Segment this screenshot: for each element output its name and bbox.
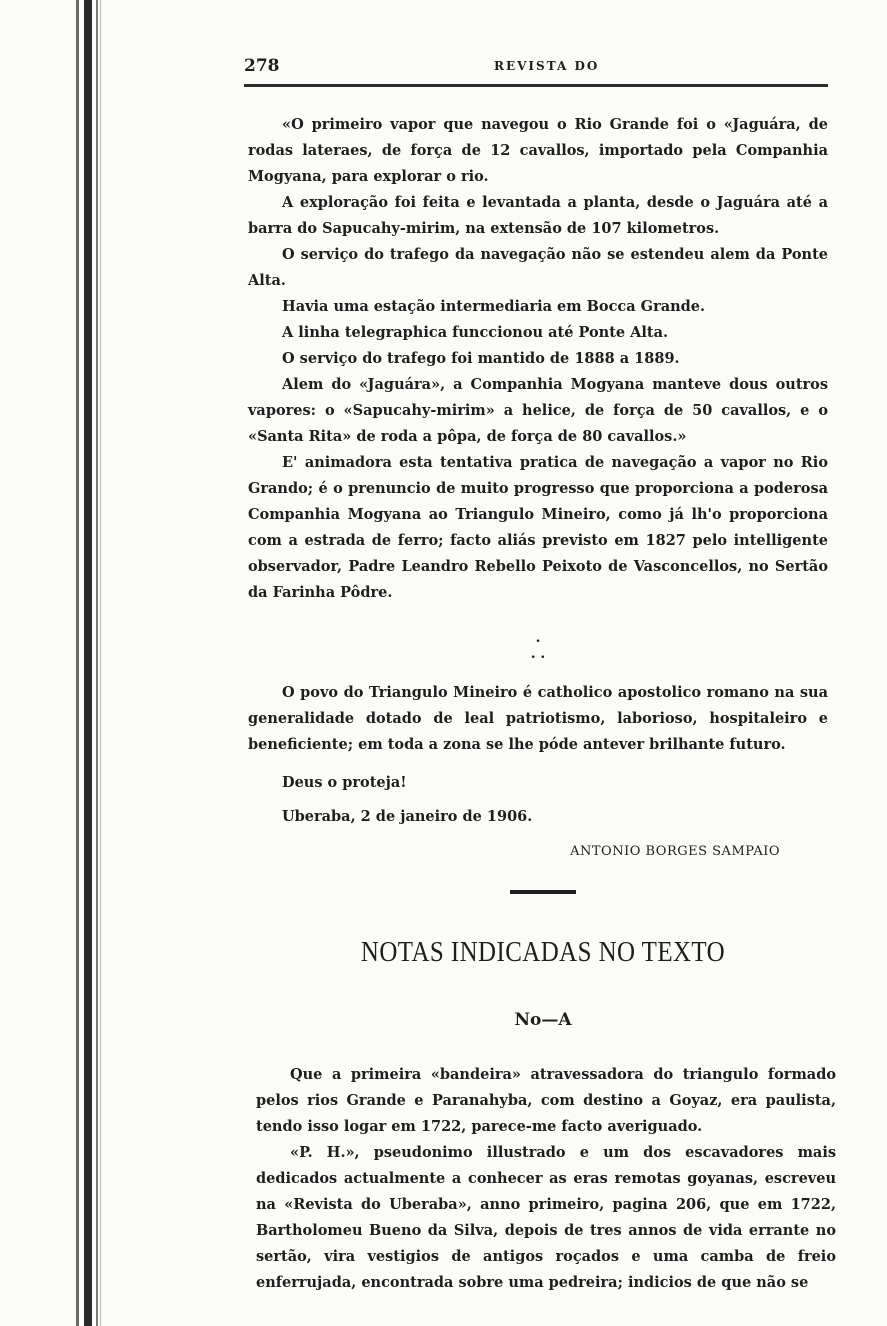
body-paragraph: E' animadora esta tentativa pratica de navegação a vapor no Rio Grando; é o prenuncio de muito progresso que proporciona a poderosa Companhia Mogyana ao Triangulo Mineiro, como já lh'o proporciona com a estrada de ferro; facto aliás previsto em 1827 pelo intelligente observador, Padre Leandro Rebello Peixoto de Vasconcellos, no Sertão da Farinha Pôdre. [248, 454, 828, 601]
closing-paragraph: O povo do Triangulo Mineiro é catholico apostolico romano na sua generalidade dotado de leal patriotismo, laborioso, hospitaleiro e beneficiente; em toda a zona se lhe póde antever brilhante futuro. [248, 684, 828, 753]
body-paragraph: A linha telegraphica funccionou até Ponte Alta. [282, 324, 669, 341]
body-paragraph: «O primeiro vapor que navegou o Rio Grande foi o «Jaguára, de rodas lateraes, de força de 12 cavallos, importado pela Companhia Mogyana, para explorar o rio. [248, 116, 828, 185]
notes-paragraph: «P. H.», pseudonimo illustrado e um dos escavadores mais dedicados actualmente a conhecer as eras remotas goyanas, escreveu na «Revista do Uberaba», anno primeiro, pagina 206, que em 1722, Bartholomeu Bueno da Silva, depois de tres annos de vida errante no sertão, vira vestigios de antigos roçados e uma camba de freio enferrujada, encontrada sobre uma pedreira; indicios de que não se [256, 1144, 836, 1291]
section-title: NOTAS INDICADAS NO TEXTO [360, 936, 726, 968]
date-line: Uberaba, 2 de janeiro de 1906. [282, 808, 533, 825]
book-binding-edge [0, 0, 110, 1326]
body-paragraph: A exploração foi feita e levantada a planta, desde o Jaguára até a barra do Sapucahy-mirim, na extensão de 107 kilometros. [248, 194, 828, 237]
section-separator [510, 890, 576, 894]
header-rule [244, 84, 828, 87]
section-ornament: . . . [530, 630, 546, 662]
article-body [248, 112, 828, 864]
notes-body [256, 1062, 836, 1296]
running-title: REVISTA DO [494, 59, 600, 73]
closing-paragraph: Deus o proteja! [282, 774, 407, 791]
body-paragraph: O serviço do trafego foi mantido de 1888 a 1889. [282, 350, 680, 367]
body-paragraph: O serviço do trafego da navegação não se estendeu alem da Ponte Alta. [248, 246, 828, 289]
page-header [244, 56, 828, 80]
body-paragraph: Havia uma estação intermediaria em Bocca Grande. [282, 298, 706, 315]
author-signature: ANTONIO BORGES SAMPAIO [570, 844, 780, 859]
body-paragraph: Alem do «Jaguára», a Companhia Mogyana manteve dous outros vapores: o «Sapucahy-mirim» a helice, de força de 50 cavallos, e o «Santa Rita» de roda a pôpa, de força de 80 cavallos.» [248, 376, 828, 445]
notes-paragraph: Que a primeira «bandeira» atravessadora do triangulo formado pelos rios Grande e Paranahyba, com destino a Goyaz, era paulista, tendo isso logar em 1722, parece-me facto averiguado. [256, 1066, 836, 1135]
page-number: 278 [244, 56, 280, 76]
subsection-title: No—A [514, 1010, 572, 1030]
